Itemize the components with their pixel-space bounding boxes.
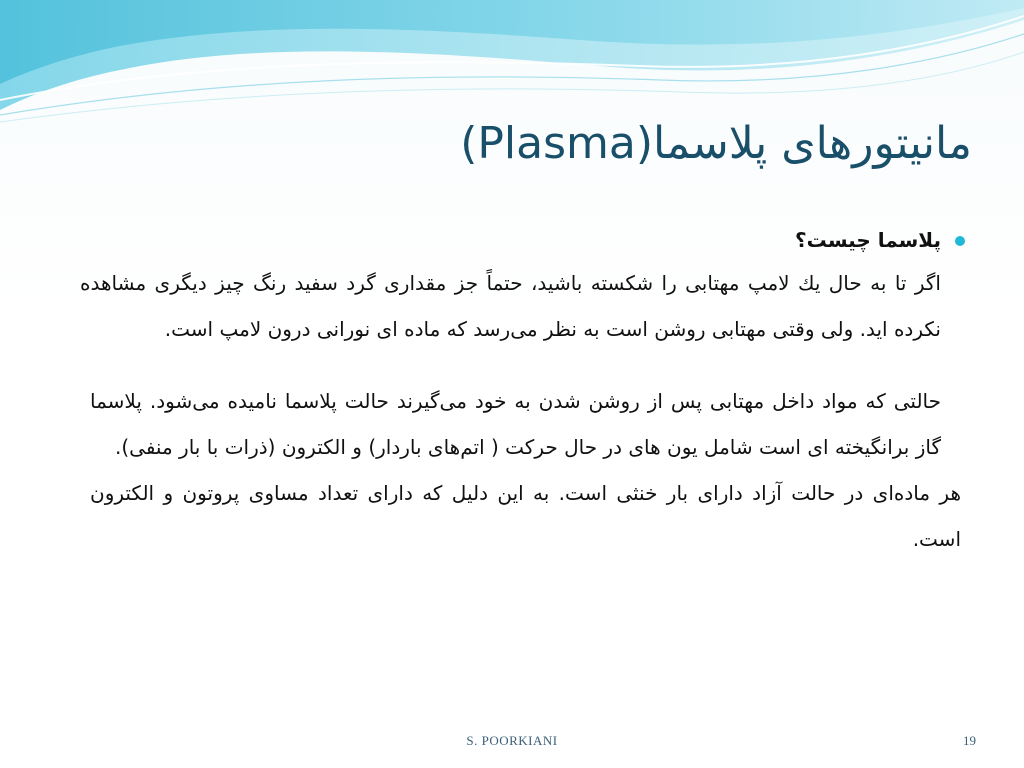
plasma-state-paragraph: حالتی که مواد داخل مهتابی پس از روشن شدن به خود می‌گیرند حالت پلاسما نامیده می‌شود. پلاسما گاز برانگیخته ای است شامل یون های در حال حرکت ( اتم‌های باردار) و الکترون (ذرات با بار منفی). (90, 389, 941, 459)
bullet-item (50, 220, 979, 352)
footer-author: S. POORKIANI (466, 733, 558, 748)
page-number: 19 (963, 733, 976, 748)
bullet-heading: پلاسما چیست؟ (795, 228, 941, 252)
bullet-dot-icon (955, 236, 965, 246)
header-wave-decoration (0, 0, 1024, 130)
bullet-text: اگر تا به حال یك لامپ مهتابی را شکسته باشید، حتماً جز مقداری گرد سفید رنگ چیز دیگری مشاهده نکرده اید. ولی وقتی مهتابی روشن است به نظر می‌رسد که ماده ای نورانی درون لامپ است. (80, 271, 941, 341)
neutral-charge-paragraph: هر ماده‌ای در حالت آزاد دارای بار خنثی است. به این دلیل که دارای تعداد مساوی پروتون و الکترون است. (90, 481, 961, 551)
slide-content (50, 220, 979, 562)
slide-title: مانیتورهای پلاسما(Plasma) (460, 118, 972, 169)
